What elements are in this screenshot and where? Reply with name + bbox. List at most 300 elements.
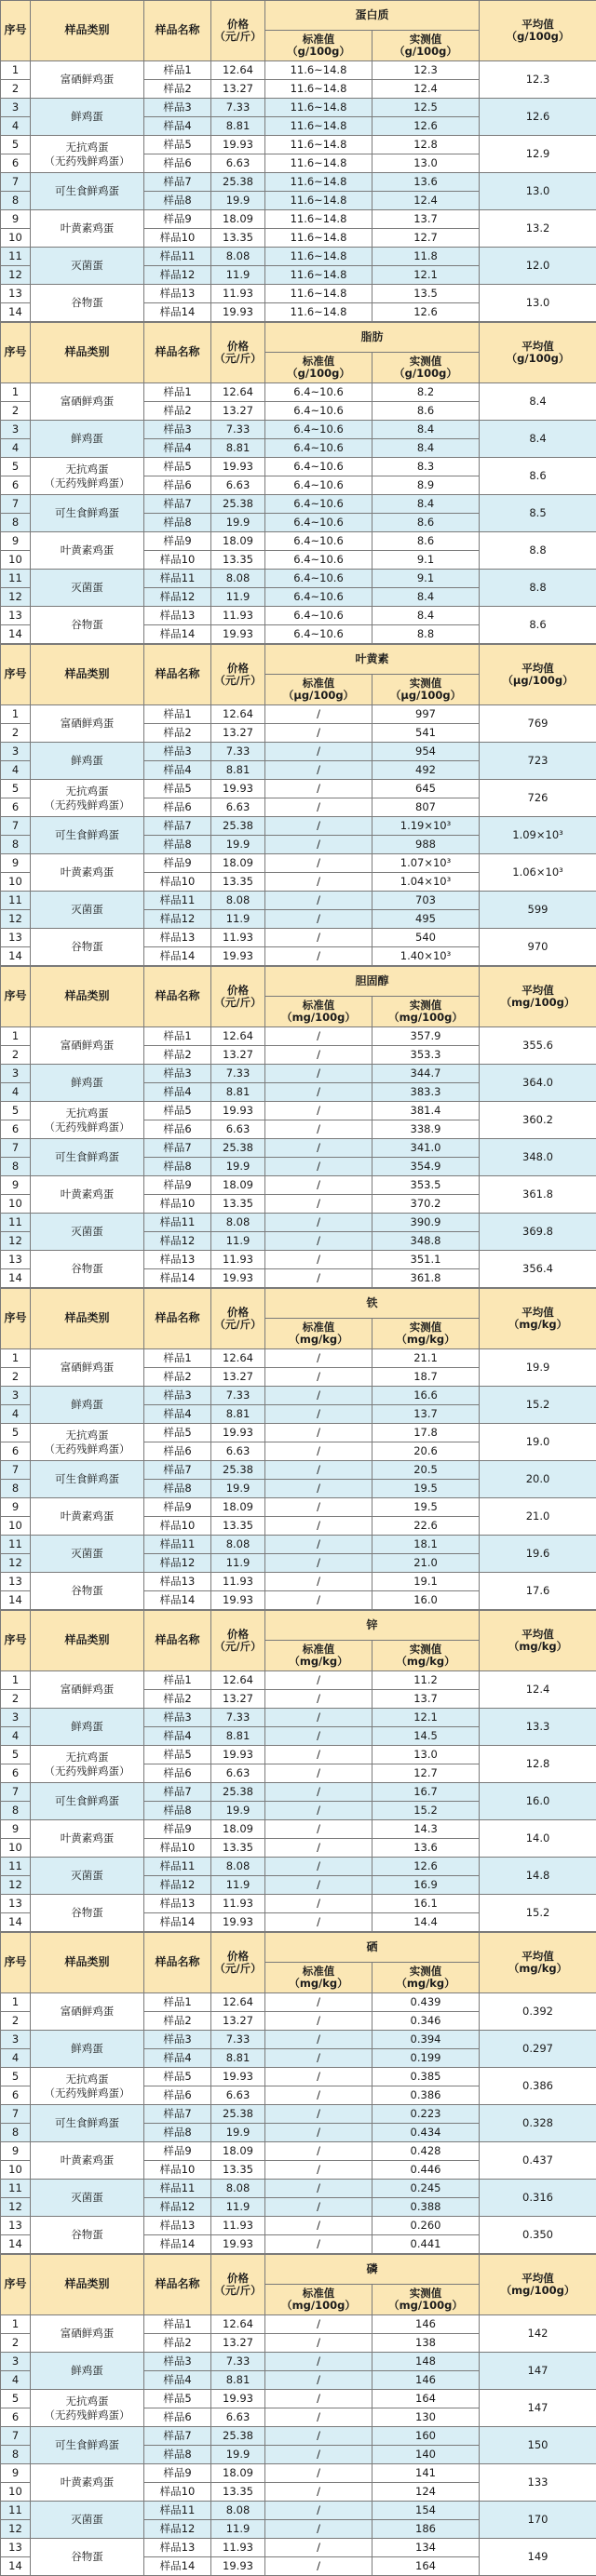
nutrient-title: 叶黄素 [265, 645, 480, 675]
table-row [1, 929, 596, 947]
cell-name: 样品11 [144, 1858, 211, 1876]
cell-no: 2 [1, 1046, 31, 1065]
cell-name: 样品1 [144, 1993, 211, 2012]
cell-standard: / [265, 2539, 372, 2557]
cell-measured: 124 [372, 2483, 480, 2502]
cell-measured: 186 [372, 2520, 480, 2539]
cell-standard: / [265, 1269, 372, 1288]
cell-no: 12 [1, 1232, 31, 1251]
cell-standard: 11.6~14.8 [265, 173, 372, 192]
cell-no: 11 [1, 248, 31, 266]
cell-no: 8 [1, 192, 31, 210]
header-average: 平均值 （mg/100g） [480, 967, 596, 1027]
cell-measured: 12.6 [372, 1858, 480, 1876]
cell-name: 样品8 [144, 192, 211, 210]
nutrient-table [0, 322, 596, 644]
cell-price: 25.38 [211, 2427, 265, 2446]
header-standard: 标准值 （mg/kg） [265, 1641, 372, 1671]
cell-standard: / [265, 1573, 372, 1591]
cell-no: 9 [1, 1498, 31, 1517]
cell-category: 富硒鲜鸡蛋 [31, 1349, 144, 1387]
cell-name: 样品13 [144, 607, 211, 625]
cell-standard: / [265, 947, 372, 966]
table-row [1, 705, 596, 724]
cell-name: 样品13 [144, 285, 211, 303]
cell-name: 样品6 [144, 2086, 211, 2105]
cell-measured: 12.6 [372, 117, 480, 136]
cell-category: 灭菌蛋 [31, 2180, 144, 2217]
cell-average: 8.8 [480, 570, 596, 607]
cell-price: 13.35 [211, 551, 265, 570]
cell-category: 灭菌蛋 [31, 1214, 144, 1251]
cell-average: 0.316 [480, 2180, 596, 2217]
cell-price: 12.64 [211, 1671, 265, 1690]
cell-category: 谷物蛋 [31, 607, 144, 644]
cell-measured: 954 [372, 743, 480, 761]
cell-no: 3 [1, 2031, 31, 2049]
header-average: 平均值 （mg/kg） [480, 1611, 596, 1671]
table-row [1, 892, 596, 910]
cell-standard: / [265, 1176, 372, 1195]
cell-no: 4 [1, 117, 31, 136]
cell-price: 8.81 [211, 761, 265, 780]
cell-average: 599 [480, 892, 596, 929]
cell-average: 769 [480, 705, 596, 743]
header-name: 样品名称 [144, 967, 211, 1027]
header-standard: 标准值 （g/100g） [265, 31, 372, 61]
cell-no: 2 [1, 1690, 31, 1709]
cell-name: 样品3 [144, 2031, 211, 2049]
cell-price: 8.81 [211, 117, 265, 136]
cell-name: 样品2 [144, 1690, 211, 1709]
cell-standard: / [265, 1387, 372, 1405]
table-row [1, 383, 596, 402]
cell-price: 11.93 [211, 1573, 265, 1591]
header-no: 序号 [1, 1611, 31, 1671]
cell-name: 样品14 [144, 303, 211, 322]
cell-name: 样品3 [144, 743, 211, 761]
cell-measured: 12.4 [372, 80, 480, 99]
nutrient-table [0, 1610, 596, 1932]
cell-price: 12.64 [211, 383, 265, 402]
cell-price: 19.93 [211, 2235, 265, 2254]
cell-name: 样品7 [144, 2427, 211, 2446]
cell-price: 13.27 [211, 1046, 265, 1065]
cell-standard: / [265, 2520, 372, 2539]
cell-category: 无抗鸡蛋 （无药残鲜鸡蛋） [31, 1424, 144, 1461]
cell-average: 133 [480, 2464, 596, 2502]
cell-price: 11.9 [211, 910, 265, 929]
cell-no: 12 [1, 1876, 31, 1895]
cell-no: 6 [1, 1442, 31, 1461]
table-row [1, 1993, 596, 2012]
cell-price: 8.08 [211, 1858, 265, 1876]
cell-measured: 20.6 [372, 1442, 480, 1461]
cell-price: 19.93 [211, 947, 265, 966]
cell-no: 4 [1, 1405, 31, 1424]
cell-name: 样品1 [144, 705, 211, 724]
header-price: 价格 （元/斤） [211, 645, 265, 705]
table-row [1, 780, 596, 798]
cell-no: 11 [1, 892, 31, 910]
cell-price: 12.64 [211, 705, 265, 724]
cell-measured: 383.3 [372, 1083, 480, 1102]
cell-name: 样品9 [144, 210, 211, 229]
cell-no: 12 [1, 910, 31, 929]
nutrient-title: 磷 [265, 2255, 480, 2285]
cell-standard: / [265, 724, 372, 743]
cell-average: 147 [480, 2353, 596, 2390]
cell-price: 13.35 [211, 1195, 265, 1214]
table-row [1, 2315, 596, 2334]
cell-no: 10 [1, 1517, 31, 1536]
cell-measured: 8.4 [372, 495, 480, 514]
cell-no: 8 [1, 1480, 31, 1498]
cell-price: 11.93 [211, 1251, 265, 1269]
cell-no: 6 [1, 2086, 31, 2105]
cell-price: 25.38 [211, 1783, 265, 1802]
cell-no: 3 [1, 1709, 31, 1727]
cell-no: 8 [1, 2446, 31, 2464]
cell-no: 7 [1, 1461, 31, 1480]
cell-price: 18.09 [211, 210, 265, 229]
cell-no: 9 [1, 2142, 31, 2161]
cell-standard: / [265, 2012, 372, 2031]
cell-no: 4 [1, 761, 31, 780]
cell-standard: / [265, 2557, 372, 2576]
cell-price: 6.63 [211, 798, 265, 817]
cell-standard: / [265, 2446, 372, 2464]
cell-measured: 0.394 [372, 2031, 480, 2049]
header-average: 平均值 （g/100g） [480, 1, 596, 61]
cell-average: 16.0 [480, 1783, 596, 1820]
cell-name: 样品6 [144, 476, 211, 495]
header-no: 序号 [1, 2255, 31, 2315]
cell-measured: 20.5 [372, 1461, 480, 1480]
cell-average: 15.2 [480, 1387, 596, 1424]
cell-measured: 8.6 [372, 402, 480, 421]
table-row [1, 1709, 596, 1727]
cell-name: 样品12 [144, 1554, 211, 1573]
table-row [1, 99, 596, 117]
cell-measured: 12.1 [372, 266, 480, 285]
cell-name: 样品8 [144, 1480, 211, 1498]
cell-name: 样品13 [144, 929, 211, 947]
cell-no: 13 [1, 2217, 31, 2235]
cell-no: 2 [1, 724, 31, 743]
cell-name: 样品6 [144, 798, 211, 817]
cell-standard: / [265, 2049, 372, 2068]
cell-measured: 703 [372, 892, 480, 910]
cell-no: 14 [1, 2235, 31, 2254]
cell-average: 13.0 [480, 173, 596, 210]
cell-no: 4 [1, 2049, 31, 2068]
cell-no: 3 [1, 743, 31, 761]
cell-price: 13.27 [211, 402, 265, 421]
header-standard: 标准值 （mg/kg） [265, 1963, 372, 1993]
table-row [1, 2353, 596, 2371]
cell-standard: / [265, 854, 372, 873]
cell-no: 9 [1, 1820, 31, 1839]
cell-no: 5 [1, 2390, 31, 2408]
cell-average: 12.3 [480, 61, 596, 99]
cell-average: 13.2 [480, 210, 596, 248]
cell-category: 灭菌蛋 [31, 248, 144, 285]
cell-no: 12 [1, 266, 31, 285]
cell-name: 样品13 [144, 1895, 211, 1913]
cell-category: 可生食鲜鸡蛋 [31, 817, 144, 854]
cell-no: 7 [1, 495, 31, 514]
cell-average: 8.4 [480, 421, 596, 458]
cell-standard: / [265, 892, 372, 910]
cell-no: 12 [1, 2198, 31, 2217]
cell-standard: / [265, 2031, 372, 2049]
cell-price: 13.27 [211, 1690, 265, 1709]
cell-no: 7 [1, 2105, 31, 2124]
cell-measured: 0.386 [372, 2086, 480, 2105]
cell-standard: 6.4~10.6 [265, 551, 372, 570]
cell-standard: / [265, 2124, 372, 2142]
table-row [1, 1461, 596, 1480]
cell-name: 样品12 [144, 2520, 211, 2539]
cell-no: 7 [1, 173, 31, 192]
cell-no: 1 [1, 705, 31, 724]
cell-name: 样品6 [144, 154, 211, 173]
table-row [1, 458, 596, 476]
cell-standard: / [265, 817, 372, 836]
nutrient-table [0, 0, 596, 322]
cell-measured: 8.9 [372, 476, 480, 495]
cell-measured: 13.6 [372, 1839, 480, 1858]
cell-no: 6 [1, 798, 31, 817]
table-row [1, 1065, 596, 1083]
header-measured: 实测值 （mg/kg） [372, 1319, 480, 1349]
cell-standard: / [265, 2142, 372, 2161]
cell-price: 11.9 [211, 2198, 265, 2217]
cell-no: 11 [1, 570, 31, 588]
cell-measured: 1.40×10³ [372, 947, 480, 966]
cell-no: 11 [1, 2180, 31, 2198]
cell-measured: 21.1 [372, 1349, 480, 1368]
table-row [1, 1251, 596, 1269]
cell-name: 样品12 [144, 1232, 211, 1251]
nutrient-title: 硒 [265, 1933, 480, 1963]
cell-name: 样品11 [144, 2180, 211, 2198]
cell-average: 12.0 [480, 248, 596, 285]
cell-standard: 11.6~14.8 [265, 192, 372, 210]
cell-no: 3 [1, 1065, 31, 1083]
cell-standard: / [265, 1895, 372, 1913]
cell-price: 19.93 [211, 1591, 265, 1610]
cell-measured: 16.1 [372, 1895, 480, 1913]
cell-measured: 0.428 [372, 2142, 480, 2161]
table-row [1, 2105, 596, 2124]
cell-measured: 14.5 [372, 1727, 480, 1746]
cell-average: 15.2 [480, 1895, 596, 1932]
cell-average: 19.6 [480, 1536, 596, 1573]
cell-no: 10 [1, 551, 31, 570]
cell-price: 19.93 [211, 458, 265, 476]
cell-name: 样品8 [144, 1802, 211, 1820]
cell-no: 14 [1, 947, 31, 966]
table-row [1, 2539, 596, 2557]
cell-category: 无抗鸡蛋 （无药残鲜鸡蛋） [31, 780, 144, 817]
cell-no: 2 [1, 2334, 31, 2353]
cell-price: 19.93 [211, 780, 265, 798]
cell-name: 样品7 [144, 1461, 211, 1480]
cell-measured: 12.1 [372, 1709, 480, 1727]
cell-standard: / [265, 1046, 372, 1065]
cell-price: 8.08 [211, 1536, 265, 1554]
cell-name: 样品14 [144, 1913, 211, 1932]
table-row [1, 2180, 596, 2198]
cell-category: 可生食鲜鸡蛋 [31, 173, 144, 210]
cell-average: 723 [480, 743, 596, 780]
cell-measured: 13.0 [372, 154, 480, 173]
cell-price: 11.93 [211, 607, 265, 625]
nutrient-table [0, 966, 596, 1288]
cell-no: 5 [1, 136, 31, 154]
cell-price: 19.93 [211, 1746, 265, 1764]
table-row [1, 1349, 596, 1368]
cell-name: 样品10 [144, 229, 211, 248]
cell-name: 样品9 [144, 2464, 211, 2483]
cell-measured: 8.4 [372, 607, 480, 625]
cell-no: 9 [1, 210, 31, 229]
header-average: 平均值 （g/100g） [480, 323, 596, 383]
cell-measured: 12.8 [372, 136, 480, 154]
cell-standard: / [265, 2353, 372, 2371]
cell-name: 样品2 [144, 1046, 211, 1065]
cell-price: 12.64 [211, 1349, 265, 1368]
cell-name: 样品13 [144, 2217, 211, 2235]
header-category: 样品类别 [31, 967, 144, 1027]
cell-price: 11.9 [211, 1232, 265, 1251]
table-row [1, 1176, 596, 1195]
cell-no: 3 [1, 421, 31, 439]
cell-standard: / [265, 1214, 372, 1232]
cell-measured: 0.439 [372, 1993, 480, 2012]
cell-measured: 0.223 [372, 2105, 480, 2124]
cell-average: 355.6 [480, 1027, 596, 1065]
cell-measured: 0.446 [372, 2161, 480, 2180]
cell-standard: / [265, 2217, 372, 2235]
cell-average: 356.4 [480, 1251, 596, 1288]
cell-price: 19.93 [211, 136, 265, 154]
cell-measured: 8.4 [372, 588, 480, 607]
cell-name: 样品13 [144, 1573, 211, 1591]
cell-standard: / [265, 780, 372, 798]
cell-standard: / [265, 1536, 372, 1554]
cell-price: 18.09 [211, 2464, 265, 2483]
cell-standard: / [265, 1139, 372, 1158]
cell-name: 样品14 [144, 625, 211, 644]
cell-average: 19.0 [480, 1424, 596, 1461]
cell-category: 鲜鸡蛋 [31, 1065, 144, 1102]
cell-standard: / [265, 2464, 372, 2483]
cell-category: 谷物蛋 [31, 285, 144, 322]
cell-measured: 130 [372, 2408, 480, 2427]
cell-measured: 15.2 [372, 1802, 480, 1820]
cell-category: 富硒鲜鸡蛋 [31, 61, 144, 99]
cell-no: 4 [1, 439, 31, 458]
cell-no: 10 [1, 873, 31, 892]
table-row [1, 285, 596, 303]
cell-name: 样品3 [144, 1387, 211, 1405]
cell-measured: 13.7 [372, 1405, 480, 1424]
cell-measured: 348.8 [372, 1232, 480, 1251]
header-measured: 实测值 （mg/kg） [372, 1641, 480, 1671]
cell-no: 3 [1, 1387, 31, 1405]
cell-name: 样品4 [144, 1405, 211, 1424]
cell-standard: 11.6~14.8 [265, 154, 372, 173]
header-category: 样品类别 [31, 1933, 144, 1993]
cell-price: 6.63 [211, 2086, 265, 2105]
cell-category: 叶黄素鸡蛋 [31, 532, 144, 570]
cell-standard: / [265, 2180, 372, 2198]
cell-name: 样品12 [144, 910, 211, 929]
cell-standard: / [265, 2502, 372, 2520]
cell-average: 348.0 [480, 1139, 596, 1176]
nutrient-title: 锌 [265, 1611, 480, 1641]
cell-standard: / [265, 1158, 372, 1176]
table-row [1, 2068, 596, 2086]
cell-standard: / [265, 2161, 372, 2180]
cell-measured: 17.8 [372, 1424, 480, 1442]
cell-no: 13 [1, 1573, 31, 1591]
cell-measured: 12.4 [372, 192, 480, 210]
cell-measured: 8.8 [372, 625, 480, 644]
cell-no: 1 [1, 383, 31, 402]
cell-standard: / [265, 2371, 372, 2390]
cell-no: 10 [1, 2161, 31, 2180]
cell-standard: 6.4~10.6 [265, 607, 372, 625]
cell-average: 8.8 [480, 532, 596, 570]
cell-measured: 13.6 [372, 173, 480, 192]
cell-no: 8 [1, 836, 31, 854]
cell-measured: 21.0 [372, 1554, 480, 1573]
cell-category: 可生食鲜鸡蛋 [31, 1139, 144, 1176]
cell-average: 12.8 [480, 1746, 596, 1783]
cell-standard: 11.6~14.8 [265, 229, 372, 248]
cell-average: 970 [480, 929, 596, 966]
cell-name: 样品7 [144, 817, 211, 836]
cell-standard: / [265, 1727, 372, 1746]
cell-standard: / [265, 1498, 372, 1517]
cell-standard: / [265, 2427, 372, 2446]
cell-standard: 11.6~14.8 [265, 117, 372, 136]
cell-no: 1 [1, 2315, 31, 2334]
cell-no: 6 [1, 476, 31, 495]
cell-standard: / [265, 761, 372, 780]
cell-name: 样品2 [144, 402, 211, 421]
cell-category: 富硒鲜鸡蛋 [31, 705, 144, 743]
table-row [1, 1498, 596, 1517]
cell-no: 14 [1, 1269, 31, 1288]
cell-standard: / [265, 1195, 372, 1214]
cell-average: 8.6 [480, 607, 596, 644]
cell-name: 样品6 [144, 1120, 211, 1139]
cell-average: 17.6 [480, 1573, 596, 1610]
cell-price: 25.38 [211, 495, 265, 514]
header-measured: 实测值 （g/100g） [372, 353, 480, 383]
header-standard: 标准值 （μg/100g） [265, 675, 372, 705]
nutrient-table [0, 1288, 596, 1610]
cell-standard: / [265, 1517, 372, 1536]
cell-no: 5 [1, 2068, 31, 2086]
nutrient-table [0, 2254, 596, 2576]
cell-price: 13.35 [211, 873, 265, 892]
